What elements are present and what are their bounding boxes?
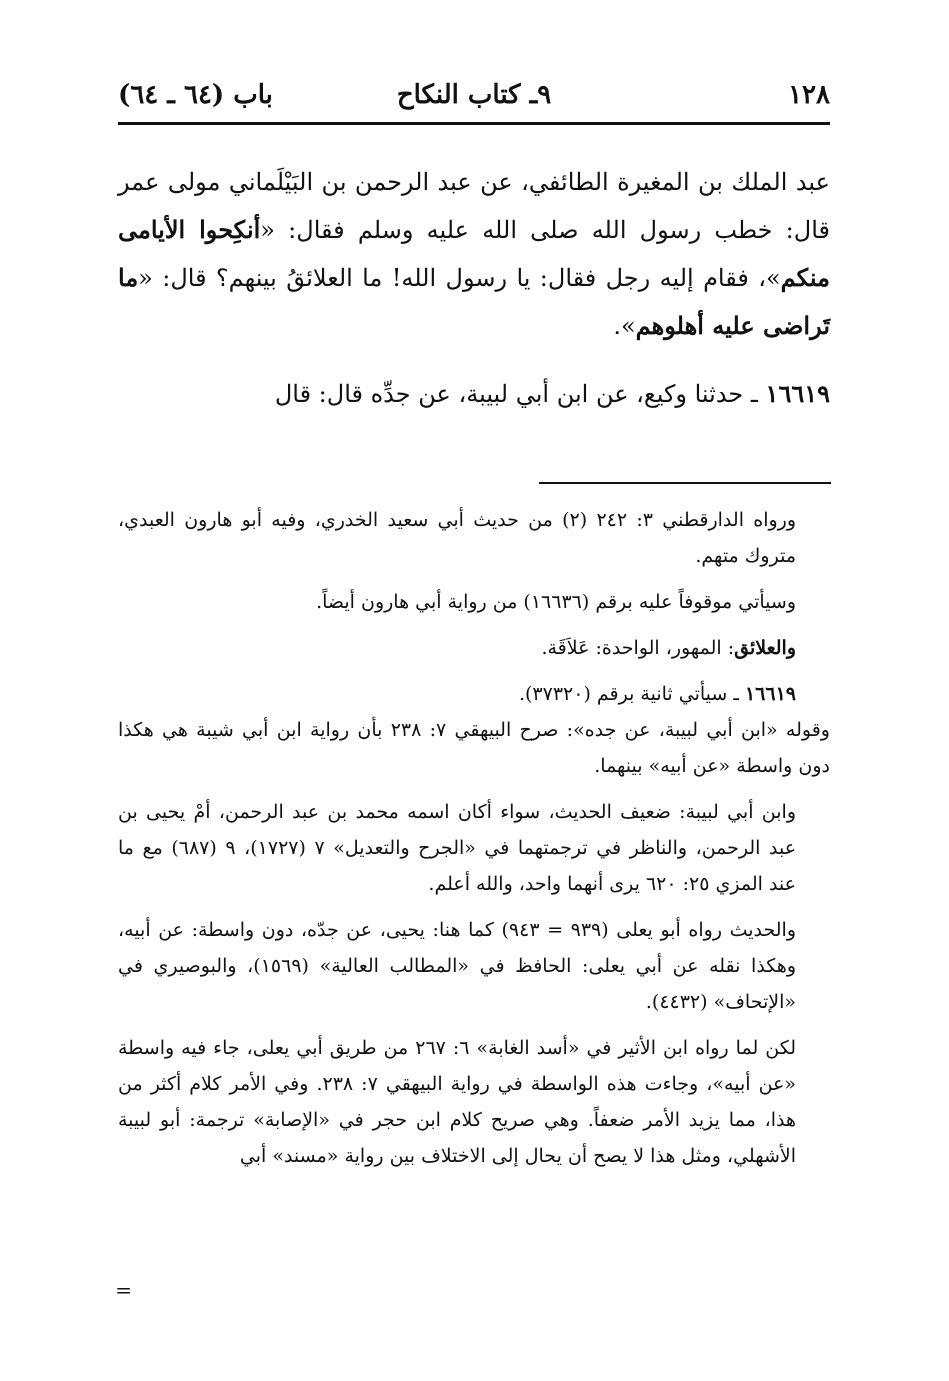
- chapter-label: باب (٦٤ ـ ٦٤): [118, 80, 273, 110]
- header-rule: [118, 122, 830, 125]
- footnote-paragraph: وقوله «ابن أبي لبيبة، عن جده»: صرح البيهقي ٧: ٢٣٨ بأن رواية ابن أبي شيبة هي هكذا دون واسطة «عن أبيه» بينهما.: [118, 719, 830, 777]
- footnote-paragraph: وابن أبي لبيبة: ضعيف الحديث، سواء أكان اسمه محمد بن عبد الرحمن، أمْ يحيى بن عبد الرحمن، والناظر في ترجمتهما في «الجرح والتعديل» ٧ (١٧٢٧)، ٩ (٦٨٧) مع ما عند المزي ٢٥: ٦٢٠ يرى أنهما واحد، والله أعلم.: [118, 801, 797, 895]
- hadith-text: ».: [613, 312, 636, 340]
- book-title: ٩ـ كتاب النكاح: [396, 80, 552, 110]
- hadith-number: ١٦٦١٩: [765, 379, 830, 408]
- footnote-paragraph: [118, 630, 830, 666]
- footnote-paragraph: لكن لما رواه ابن الأثير في «أسد الغابة» ٦: ٢٦٧ من طريق أبي يعلى، جاء فيه واسطة «عن أبيه»، وجاءت هذه الواسطة في رواية البيهقي ٧: ٢٣٨. وفي الأمر كلام أكثر من هذا، مما يزيد الأمر ضعفاً. وهي صريح كلام ابن حجر في «الإصابة» ترجمة: أبو لبيبة الأشهلي، ومثل هذا لا يصح أن يحال إلى الاختلاف بين رواية «مسند» أبي: [118, 1037, 796, 1167]
- main-text: [118, 158, 830, 418]
- footnote-paragraph: والحديث رواه أبو يعلى (٩٣٩ = ٩٤٣) كما هنا: يحيى، عن جدّه، دون واسطة: عن أبيه، وهكذا نقله عن أبي يعلى: الحافظ في «المطالب العالية» (١٥٦٩)، والبوصيري في «الإتحاف» (٤٤٣٢).: [118, 919, 797, 1013]
- footnote-number: ١٦٦١٩: [744, 683, 796, 705]
- footnote-paragraph: ورواه الدارقطني ٣: ٢٤٢ (٢) من حديث أبي سعيد الخدري، وفيه أبو هارون العبدي، متروك متهم.: [118, 509, 797, 567]
- hadith-text: ـ حدثنا وكيع، عن ابن أبي لبيبة، عن جدِّه قال: قال: [274, 380, 766, 408]
- footnote-text: : المهور، الواحدة: عَلاَقَة.: [541, 637, 735, 659]
- footnote-term: والعلائق: [734, 637, 796, 659]
- footnote-paragraph: وسيأتي موقوفاً عليه برقم (١٦٦٣٦) من رواية أبي هارون أيضاً.: [316, 591, 796, 613]
- continuation-mark: =: [115, 1278, 132, 1302]
- footnote-text: ـ سيأتي ثانية برقم (٣٧٣٢٠).: [518, 683, 745, 705]
- footnote-paragraph: [118, 676, 830, 712]
- footnotes: [118, 502, 830, 1184]
- footnote-separator: [539, 482, 831, 484]
- prophetic-quote: أنكِحوا الأيامى منكم: [118, 215, 830, 292]
- hadith-text: »، فقام إليه رجل فقال: يا رسول الله! ما العلائقُ بينهم؟ قال: «: [138, 264, 781, 292]
- page-number: ١٢٨: [788, 80, 830, 110]
- hadith-text: عبد الملك بن المغيرة الطائفي، عن عبد الرحمن بن البَيْلَماني مولى عمر قال: خطب رسول الله صلى الله عليه وسلم فقال: «: [118, 168, 830, 244]
- prophetic-quote: ما تَراضى عليه أهلوهم: [118, 263, 830, 340]
- hadith-paragraph: [118, 158, 830, 350]
- page-header: [118, 76, 830, 120]
- hadith-paragraph: [118, 370, 830, 418]
